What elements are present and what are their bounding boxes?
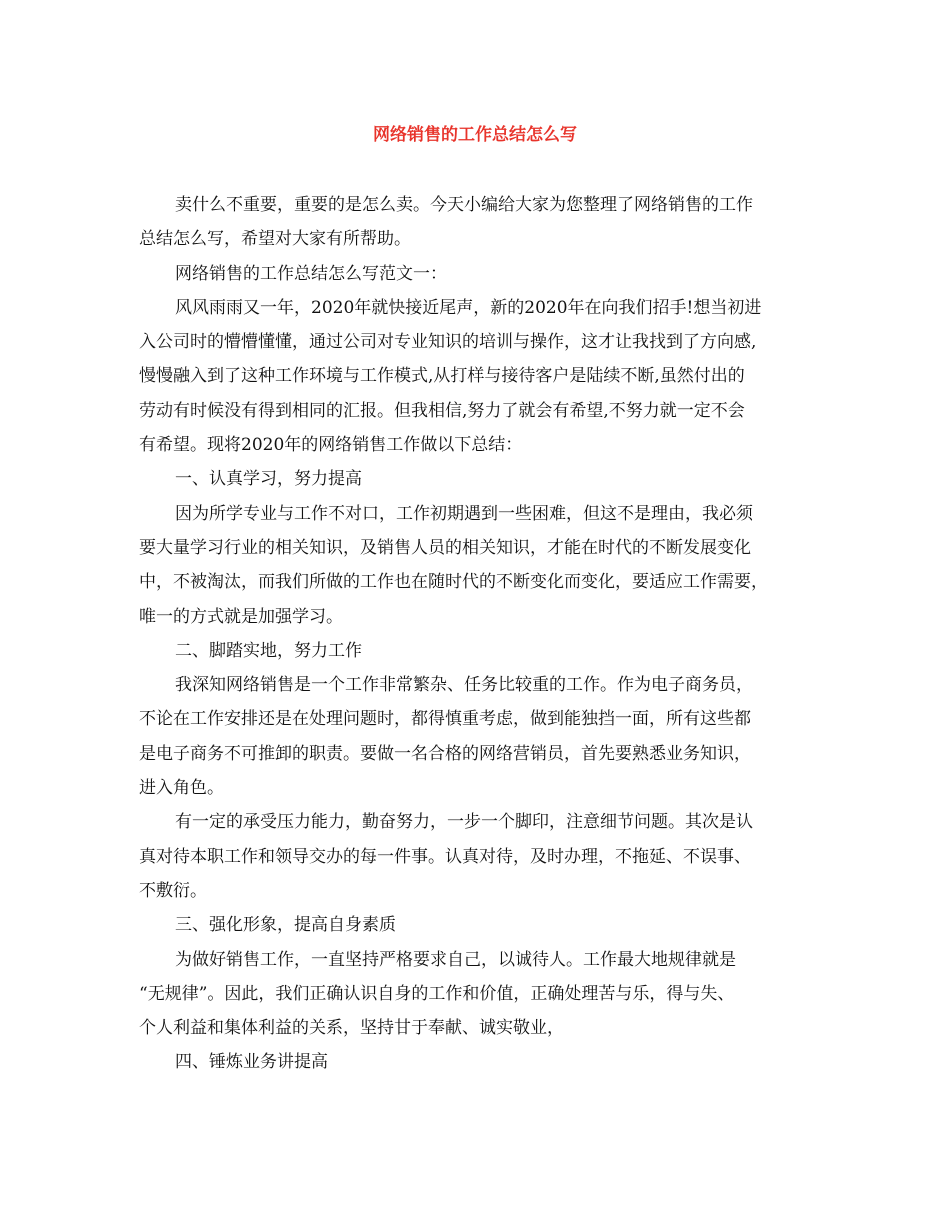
document-title: 网络销售的工作总结怎么写 [373,125,577,145]
section-heading: 四、锤炼业务讲提高 [175,1052,328,1073]
paragraph-line: 是电子商务不可推卸的职责。要做一名合格的网络营销员，首先要熟悉业务知识， [139,743,751,764]
paragraph-line: 要大量学习行业的相关知识，及销售人员的相关知识，才能在时代的不断发展变化 [139,537,751,558]
paragraph-line: 不论在工作安排还是在处理问题时，都得慎重考虑，做到能独挡一面，所有这些都 [139,709,751,730]
section-heading: 一、认真学习，努力提高 [175,469,362,490]
document-body [139,188,829,1080]
paragraph-line: 总结怎么写，希望对大家有所帮助。 [139,229,411,250]
paragraph-line: 唯一的方式就是加强学习。 [139,606,343,627]
paragraph-line: 真对待本职工作和领导交办的每一件事。认真对待，及时办理，不拖延、不误事、 [139,846,751,867]
paragraph-line: 有希望。现将2020年的网络销售工作做以下总结： [139,435,523,456]
paragraph-line: 慢慢融入到了这种工作环境与工作模式,从打样与接待客户是陆续不断,虽然付出的 [139,366,745,387]
paragraph-line: 网络销售的工作总结怎么写范文一： [175,263,447,284]
paragraph-line: 个人利益和集体利益的关系，坚持甘于奉献、诚实敬业， [139,1018,564,1039]
paragraph-line: 劳动有时候没有得到相同的汇报。但我相信,努力了就会有希望,不努力就一定不会 [139,400,745,421]
paragraph-line: 不敷衍。 [139,880,207,901]
paragraph-line: 入公司时的懵懵懂懂，通过公司对专业知识的培训与操作，这才让我找到了方向感, [139,332,757,353]
paragraph-line: “无规律”。因此，我们正确认识自身的工作和价值，正确处理苦与乐，得与失、 [139,983,735,1004]
section-heading: 三、强化形象，提高自身素质 [175,915,396,936]
section-heading: 二、脚踏实地，努力工作 [175,640,362,661]
paragraph-line: 有一定的承受压力能力，勤奋努力，一步一个脚印，注意细节问题。其次是认 [175,812,753,833]
paragraph-line: 风风雨雨又一年，2020年就快接近尾声，新的2020年在向我们招手!想当初进 [175,297,762,318]
paragraph-line: 为做好销售工作，一直坚持严格要求自己，以诚待人。工作最大地规律就是 [175,949,736,970]
paragraph-line: 中，不被淘汰，而我们所做的工作也在随时代的不断变化而变化，要适应工作需要， [139,572,768,593]
paragraph-line: 卖什么不重要，重要的是怎么卖。今天小编给大家为您整理了网络销售的工作 [175,195,753,215]
paragraph-line: 因为所学专业与工作不对口，工作初期遇到一些困难，但这不是理由，我必须 [175,503,753,524]
paragraph-line: 进入角色。 [139,778,224,799]
paragraph-line: 我深知网络销售是一个工作非常繁杂、任务比较重的工作。作为电子商务员， [175,675,753,696]
